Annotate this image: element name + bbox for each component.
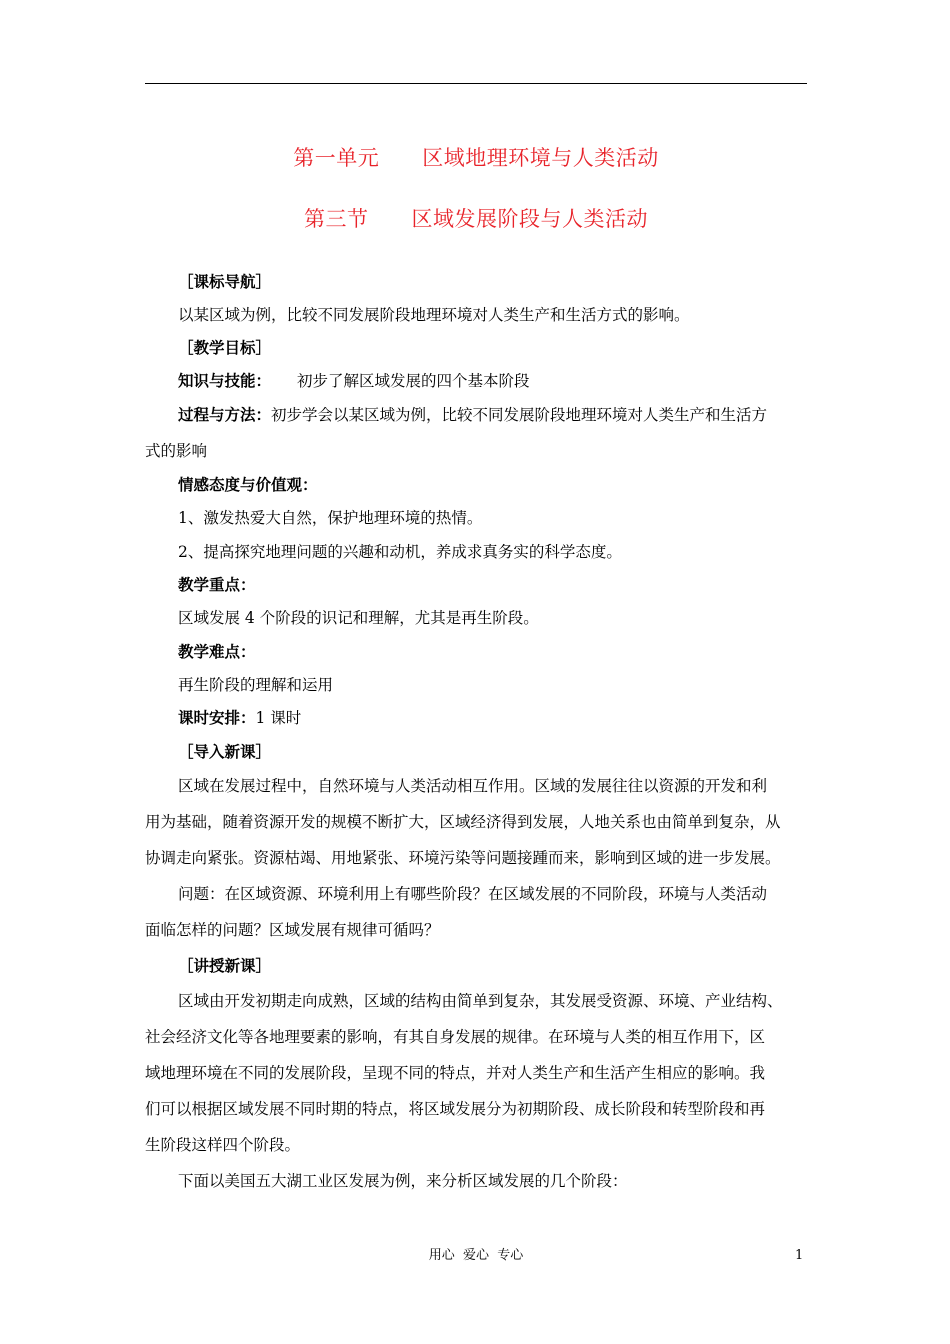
paragraph-line: 以某区域为例，比较不同发展阶段地理环境对人类生产和生活方式的影响。 [178,306,690,324]
footer-motto: 用心 爱心 专心 [428,1248,524,1263]
heading-teaching-goals: ［教学目标］ [178,338,272,357]
class-schedule [178,707,301,729]
header-rule [145,83,807,84]
heading-attitude-values: 情感态度与价值观： [178,475,318,494]
paragraph-line: 式的影响 [145,442,208,460]
paragraph-line: 再生阶段的理解和运用 [178,676,334,694]
goal-process-method [178,404,767,426]
list-item: 1、激发热爱大自然，保护地理环境的热情。 [178,509,483,527]
paragraph-line: 用为基础，随着资源开发的规模不断扩大，区域经济得到发展，人地关系也由简单到复杂，从 [145,813,781,831]
heading-key-points: 教学重点： [178,575,256,594]
paragraph-line: 们可以根据区域发展不同时期的特点，将区域发展分为初期阶段、成长阶段和转型阶段和再 [145,1100,766,1118]
heading-difficult-points: 教学难点： [178,642,256,661]
paragraph-line: 生阶段这样四个阶段。 [145,1136,301,1154]
paragraph-line: 下面以美国五大湖工业区发展为例，来分析区域发展的几个阶段： [178,1172,628,1190]
schedule-text: 1 课时 [255,709,302,727]
section-title: 第三节 区域发展阶段与人类活动 [303,207,649,231]
paragraph-line: 区域发展 4 个阶段的识记和理解，尤其是再生阶段。 [178,609,539,627]
paragraph-line: 问题：在区域资源、环境利用上有哪些阶段？在区域发展的不同阶段，环境与人类活动 [178,885,768,903]
paragraph-line: 区域在发展过程中，自然环境与人类活动相互作用。区域的发展往往以资源的开发和利 [178,777,768,795]
goal-label: 知识与技能： [178,371,272,390]
paragraph-line: 协调走向紧张。资源枯竭、用地紧张、环境污染等问题接踵而来，影响到区域的进一步发展。 [145,849,781,867]
goal-label: 过程与方法： [178,405,272,424]
paragraph-line: 社会经济文化等各地理要素的影响，有其自身发展的规律。在环境与人类的相互作用下，区 [145,1028,766,1046]
goal-text: 初步学会以某区域为例，比较不同发展阶段地理环境对人类生产和生活方 [271,406,768,424]
heading-teach-new-lesson: ［讲授新课］ [178,956,272,975]
goal-knowledge-skills [178,370,530,392]
heading-new-lesson-intro: ［导入新课］ [178,742,272,761]
heading-curriculum-guide: ［课标导航］ [178,272,272,291]
paragraph-line: 面临怎样的问题？区域发展有规律可循吗？ [145,921,440,939]
list-item: 2、提高探究地理问题的兴趣和动机，养成求真务实的科学态度。 [178,543,622,561]
paragraph-line: 区域由开发初期走向成熟，区域的结构由简单到复杂，其发展受资源、环境、产业结构、 [178,992,783,1010]
schedule-label: 课时安排： [178,708,256,727]
goal-text: 初步了解区域发展的四个基本阶段 [297,372,530,390]
unit-title: 第一单元 区域地理环境与人类活动 [293,146,659,170]
paragraph-line: 域地理环境在不同的发展阶段，呈现不同的特点，并对人类生产和生活产生相应的影响。我 [145,1064,766,1082]
page-number: 1 [795,1248,804,1263]
